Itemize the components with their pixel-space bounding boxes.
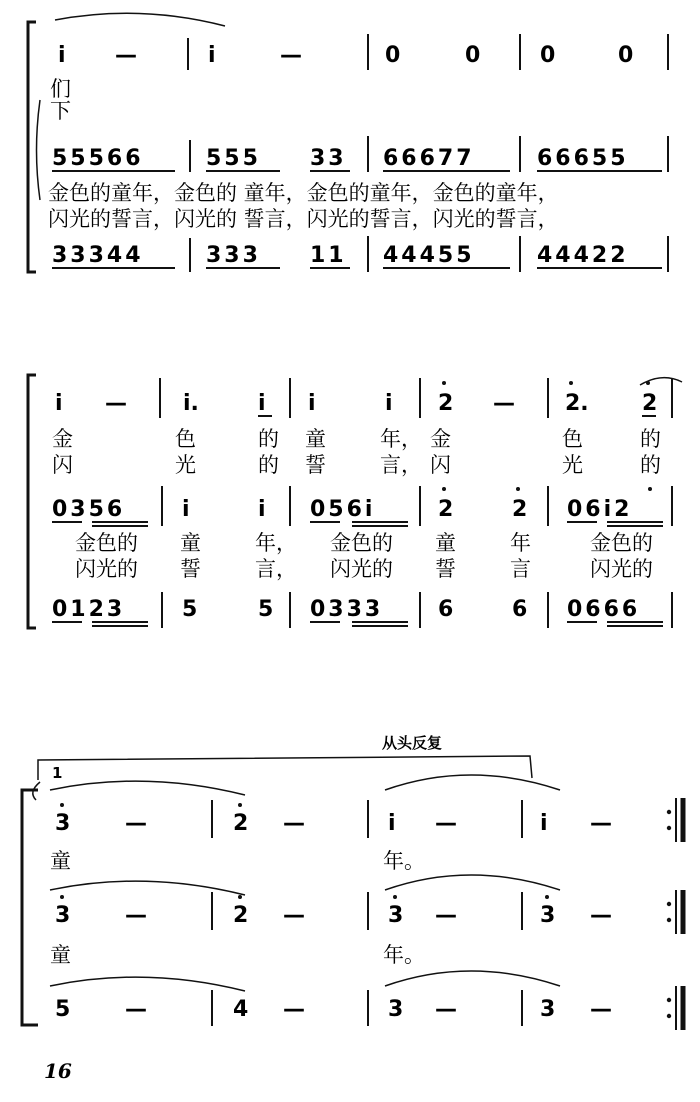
note: i: [258, 497, 266, 522]
svg-text:闪光的: 闪光的: [590, 557, 653, 581]
notes-measure: 333: [206, 243, 261, 268]
lyric-line-1: 金色的童年，金色的 童年，金色的童年，金色的童年，: [48, 181, 559, 205]
octave-dots: [60, 895, 549, 899]
note: 3: [55, 903, 71, 928]
dash: —: [283, 997, 305, 1022]
note: i.: [183, 391, 199, 416]
notes-measure: 44455: [383, 243, 475, 268]
notes-measure: 11: [310, 243, 347, 268]
dash: —: [283, 811, 305, 836]
notes-measure: 55566: [52, 146, 144, 171]
note: 3: [540, 903, 556, 928]
lyric-line-2: [52, 453, 661, 478]
notes-measure: 0333: [310, 597, 384, 622]
lyric: 年。: [383, 849, 425, 873]
rest: 0: [385, 43, 401, 68]
svg-text:光: 光: [562, 453, 583, 477]
notes-measure: 056i: [310, 497, 376, 522]
system-3: [22, 734, 683, 1030]
note: 5: [55, 997, 71, 1022]
notes-measure: 0356: [52, 497, 126, 522]
note: i: [388, 811, 396, 836]
notes-measure: 33344: [52, 243, 144, 268]
svg-text:的: 的: [258, 453, 279, 477]
volta-bracket: [38, 756, 532, 780]
barlines: [160, 378, 672, 418]
system-bracket: [22, 790, 38, 1025]
system-bracket: [28, 375, 36, 628]
note: i: [308, 391, 316, 416]
svg-text:言: 言: [510, 557, 531, 581]
svg-text:言，: 言，: [255, 557, 297, 581]
svg-text:金色的: 金色的: [75, 531, 138, 555]
dash: —: [125, 997, 147, 1022]
svg-text:誓: 誓: [435, 557, 456, 581]
dash: —: [105, 391, 127, 416]
lyric: 年。: [383, 943, 425, 967]
svg-text:色: 色: [562, 427, 583, 451]
note: 6: [512, 597, 528, 622]
svg-text:年，: 年，: [255, 531, 297, 555]
svg-text:金: 金: [430, 427, 451, 451]
svg-text:金色的: 金色的: [330, 531, 393, 555]
svg-text:的: 的: [640, 453, 661, 477]
note: 3: [55, 811, 71, 836]
svg-text:的: 的: [258, 427, 279, 451]
dash: —: [280, 43, 302, 68]
notes-measure: 0123: [52, 597, 126, 622]
note: 2: [438, 497, 454, 522]
note: 5: [182, 597, 198, 622]
octave-dots: [60, 803, 242, 807]
lyric-line-2: 闪光的誓言，闪光的 誓言，闪光的誓言，闪光的誓言，: [48, 207, 559, 231]
lyric: 童: [50, 849, 71, 873]
system-bracket-inner: [37, 100, 41, 200]
lyric-line-1: [75, 531, 653, 556]
barlines: [212, 800, 522, 838]
svg-text:誓: 誓: [180, 557, 201, 581]
rest: 0: [540, 43, 556, 68]
note: 3: [388, 997, 404, 1022]
repeat-instruction: 从头反复: [382, 734, 443, 752]
svg-text:童: 童: [305, 427, 326, 451]
notes-measure: 66677: [383, 146, 475, 171]
system-1: [28, 13, 668, 272]
svg-text:闪: 闪: [430, 453, 451, 477]
note: 2: [642, 391, 658, 416]
svg-text:的: 的: [640, 427, 661, 451]
rest: 0: [618, 43, 634, 68]
svg-text:色: 色: [175, 427, 196, 451]
rest: 0: [465, 43, 481, 68]
dash: —: [435, 997, 457, 1022]
barlines: [212, 990, 522, 1026]
lyric-line-2: 下: [50, 99, 71, 123]
lyric-line-1: [52, 427, 661, 452]
notes-measure: 66655: [537, 146, 629, 171]
svg-text:闪光的: 闪光的: [330, 557, 393, 581]
barlines: [188, 34, 668, 70]
svg-text:童: 童: [435, 531, 456, 555]
note: 4: [233, 997, 249, 1022]
svg-text:童: 童: [180, 531, 201, 555]
note: 2: [233, 811, 249, 836]
page-number: 16: [44, 1059, 72, 1083]
note-1: i: [208, 43, 216, 68]
dash: —: [125, 903, 147, 928]
volta-number: 1: [52, 764, 63, 782]
dash: —: [590, 997, 612, 1022]
svg-text:闪: 闪: [52, 453, 73, 477]
notes-measure: 06i2: [567, 497, 633, 522]
svg-text:言，: 言，: [380, 453, 422, 477]
note: i: [258, 391, 266, 416]
note: 3: [388, 903, 404, 928]
dash: —: [590, 903, 612, 928]
note: 2: [438, 391, 454, 416]
dash: —: [590, 811, 612, 836]
note: 2: [512, 497, 528, 522]
note-1: i: [58, 43, 66, 68]
system-bracket: [28, 22, 36, 272]
note: 5: [258, 597, 274, 622]
note: i: [385, 391, 393, 416]
system-2: [28, 375, 682, 628]
notes-measure: 555: [206, 146, 261, 171]
svg-text:金: 金: [52, 427, 73, 451]
svg-text:年: 年: [510, 531, 531, 555]
svg-text:金色的: 金色的: [590, 531, 653, 555]
notes-measure: 33: [310, 146, 347, 171]
svg-text:年，: 年，: [380, 427, 422, 451]
note: 3: [540, 997, 556, 1022]
svg-text:誓: 誓: [305, 453, 326, 477]
note: 6: [438, 597, 454, 622]
underlines: [52, 522, 663, 526]
octave-dots: [442, 381, 650, 385]
dash: —: [493, 391, 515, 416]
dash: —: [283, 903, 305, 928]
svg-text:光: 光: [175, 453, 196, 477]
notes-measure: 0666: [567, 597, 641, 622]
note: 2: [233, 903, 249, 928]
dash: —: [125, 811, 147, 836]
lyric: 童: [50, 943, 71, 967]
note: i: [55, 391, 63, 416]
note: 2.: [565, 391, 589, 416]
slur: [55, 13, 225, 26]
slurs: [50, 775, 560, 991]
dash: —: [115, 43, 137, 68]
lyric-line-1: 们: [50, 77, 71, 101]
lyric-line-2: [75, 557, 653, 582]
underlines: [52, 622, 663, 626]
dash: —: [435, 903, 457, 928]
svg-text:闪光的: 闪光的: [75, 557, 138, 581]
note: i: [540, 811, 548, 836]
note: i: [182, 497, 190, 522]
barlines: [212, 892, 522, 930]
repeat-barline: [667, 798, 683, 1030]
notes-measure: 44422: [537, 243, 629, 268]
dash: —: [435, 811, 457, 836]
